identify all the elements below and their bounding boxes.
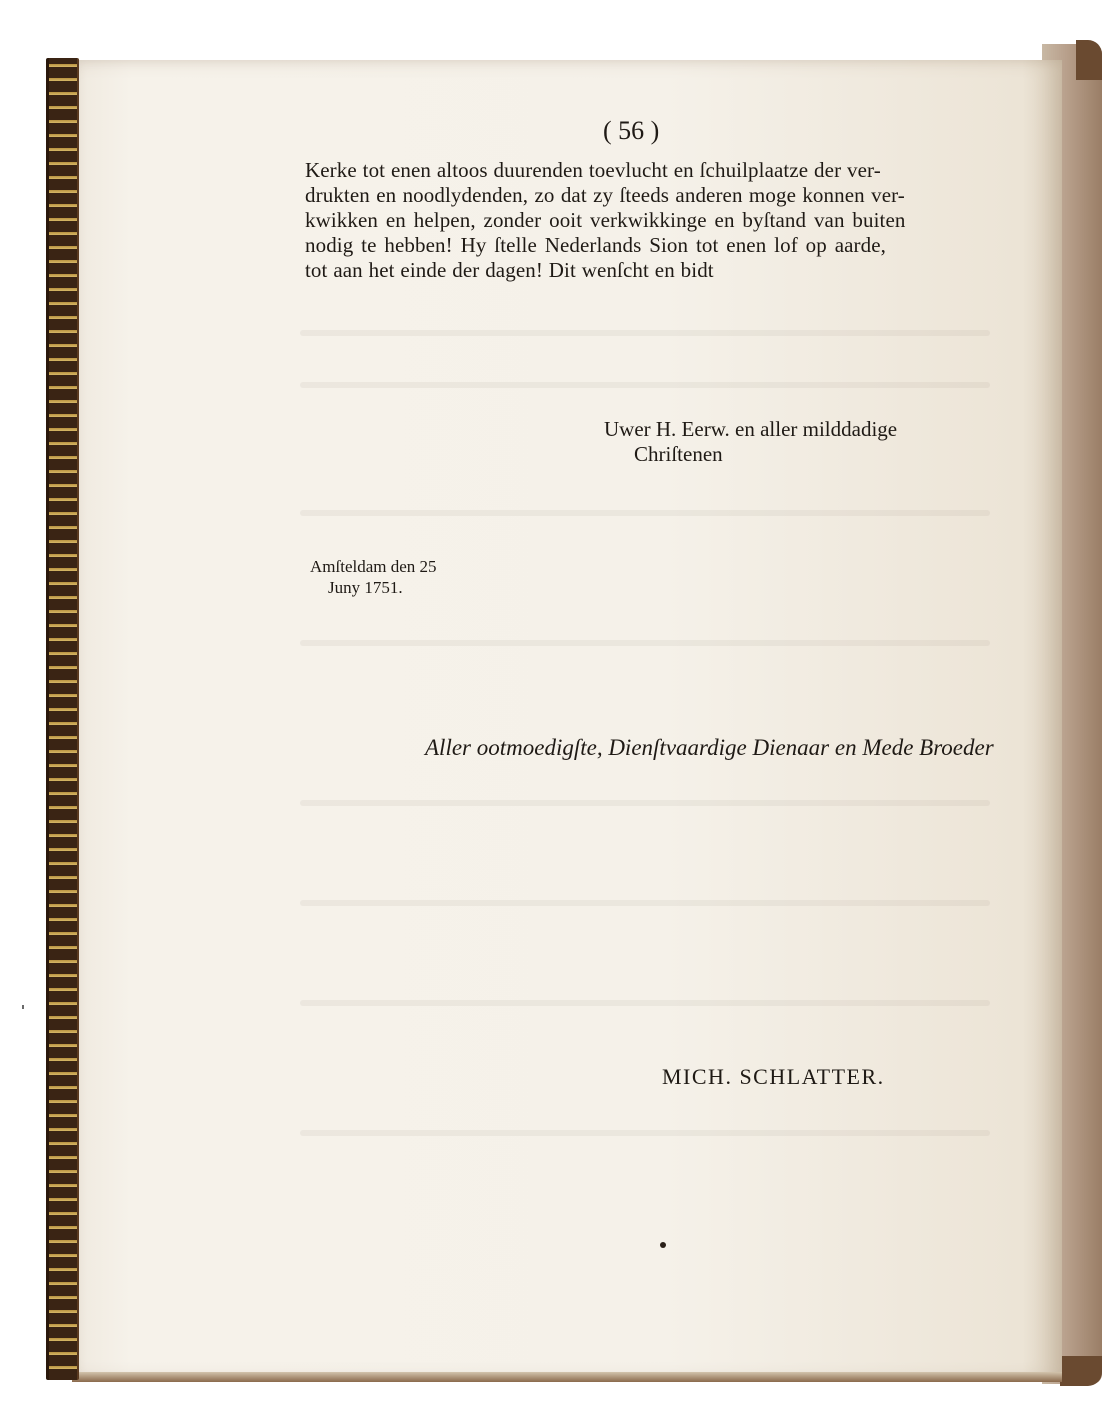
body-text-line: Kerke tot enen altoos duurenden toevlucht en ſchuilplaatze der ver- (305, 158, 881, 182)
body-text-line: nodig te hebben! Hy ſtelle Nederlands Sion tot enen lof op aarde, (305, 233, 887, 257)
place-date-continued: Juny 1751. (328, 578, 403, 597)
bleed-through-line (300, 330, 990, 336)
book-cover-corner-top (1076, 40, 1102, 80)
bleed-through-line (300, 510, 990, 516)
body-text-line: kwikken en helpen, zonder ooit verkwikkinge en byſtand van buiten (305, 208, 906, 232)
book-cover-corner-bottom (1060, 1356, 1102, 1386)
humble-servant-line: Aller ootmoedigſte, Dienſtvaardige Dienaar en Mede Broeder (425, 735, 994, 760)
closing-salutation: Uwer H. Eerw. en aller milddadige (604, 417, 898, 441)
author-signature: MICH. SCHLATTER. (662, 1064, 885, 1089)
body-text-line: tot aan het einde der dagen! Dit wenſcht en bidt (305, 258, 714, 282)
place-date: Amſteldam den 25 (310, 557, 437, 576)
bleed-through-line (300, 382, 990, 388)
bleed-through-line (300, 1130, 990, 1136)
page-number: ( 56 ) (603, 116, 660, 145)
closing-salutation-continued: Chriſtenen (634, 442, 723, 466)
bleed-through-line (300, 640, 990, 646)
bleed-through-line (300, 900, 990, 906)
bleed-through-line (300, 1000, 990, 1006)
page-bottom-edge (72, 1372, 1062, 1382)
gilt-binding-edge (46, 58, 79, 1380)
bleed-through-line (300, 800, 990, 806)
printer-dot-mark (660, 1242, 666, 1248)
stray-mark (22, 1005, 24, 1009)
body-text-line: drukten en noodlydenden, zo dat zy ſteeds anderen moge konnen ver- (305, 183, 905, 207)
